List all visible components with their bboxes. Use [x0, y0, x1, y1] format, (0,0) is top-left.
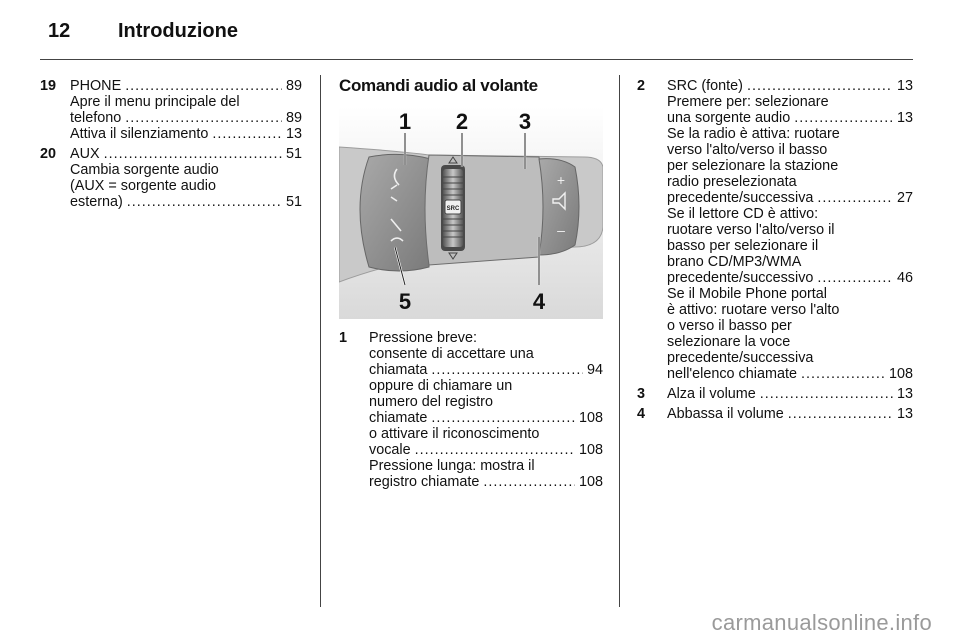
dot-leader: [415, 442, 575, 458]
entry-text: Se il lettore CD è attivo:: [667, 206, 819, 222]
entry-text: per selezionare la stazione: [667, 158, 839, 174]
legend-entry: [40, 78, 302, 142]
section-title: Comandi audio al volante: [339, 76, 538, 95]
column-middle: [339, 330, 603, 490]
entry-line: [667, 206, 913, 222]
entry-line: [667, 366, 913, 382]
entry-text: selezionare la voce: [667, 334, 791, 350]
legend-entry: [637, 386, 913, 402]
entry-text: telefono: [70, 110, 122, 126]
entry-text: Se la radio è attiva: ruotare: [667, 126, 840, 142]
svg-text:–: –: [557, 222, 565, 238]
page-reference[interactable]: 89: [285, 110, 302, 126]
page-reference[interactable]: 27: [896, 190, 913, 206]
entry-text: AUX: [70, 146, 100, 162]
entry-line: [667, 386, 913, 402]
legend-entry: [339, 330, 603, 490]
legend-entry: [40, 146, 302, 210]
entry-line: [70, 162, 302, 178]
entry-line: [70, 78, 302, 94]
entry-text: vocale: [369, 442, 411, 458]
entry-line: [70, 178, 302, 194]
page-header: [0, 0, 960, 60]
entry-line: [369, 474, 603, 490]
callout-4: 4: [532, 289, 546, 314]
dot-leader: [817, 190, 893, 206]
entry-text: Abbassa il volume: [667, 406, 784, 422]
dot-leader: [127, 194, 282, 210]
entry-line: [667, 222, 913, 238]
entry-number: 3: [637, 386, 646, 402]
page-reference[interactable]: 108: [888, 366, 913, 382]
entry-text: Pressione lunga: mostra il: [369, 458, 535, 474]
entry-text: brano CD/MP3/WMA: [667, 254, 802, 270]
entry-line: [667, 254, 913, 270]
entry-text: o attivare il riconoscimento: [369, 426, 540, 442]
page-reference[interactable]: 108: [578, 442, 603, 458]
dot-leader: [788, 406, 893, 422]
dot-leader: [125, 110, 282, 126]
dot-leader: [431, 362, 583, 378]
entry-text: Se il Mobile Phone portal: [667, 286, 827, 302]
entry-text: basso per selezionare il: [667, 238, 819, 254]
page-reference[interactable]: 108: [578, 410, 603, 426]
entry-line: [70, 146, 302, 162]
page-number: 12: [48, 20, 71, 42]
entry-line: [369, 330, 603, 346]
entry-text: precedente/successiva: [667, 190, 814, 206]
entry-text: chiamata: [369, 362, 428, 378]
entry-line: [667, 78, 913, 94]
entry-text: Alza il volume: [667, 386, 756, 402]
svg-text:+: +: [556, 172, 566, 188]
entry-line: [667, 174, 913, 190]
legend-entry: [637, 406, 913, 422]
entry-line: [667, 286, 913, 302]
dot-leader: [483, 474, 575, 490]
entry-line: [70, 126, 302, 142]
column-divider-1: [320, 75, 321, 607]
entry-text: numero del registro: [369, 394, 493, 410]
entry-text: Apre il menu principale del: [70, 94, 240, 110]
dot-leader: [747, 78, 893, 94]
callout-3: 3: [518, 109, 532, 134]
entry-line: [667, 238, 913, 254]
entry-text: Attiva il silenziamento: [70, 126, 209, 142]
page-reference[interactable]: 13: [896, 386, 913, 402]
dot-leader: [431, 410, 575, 426]
entry-line: [369, 394, 603, 410]
entry-line: [70, 94, 302, 110]
page-reference[interactable]: 94: [586, 362, 603, 378]
entry-line: [369, 410, 603, 426]
page-title: Introduzione: [118, 20, 238, 42]
legend-entry: [637, 78, 913, 382]
entry-line: [369, 458, 603, 474]
entry-text: nell'elenco chiamate: [667, 366, 797, 382]
header-rule: [40, 59, 913, 60]
entry-text: Cambia sorgente audio: [70, 162, 219, 178]
dot-leader: [760, 386, 893, 402]
entry-line: [667, 94, 913, 110]
entry-number: 19: [40, 78, 57, 94]
column-left: [40, 78, 302, 210]
page-reference[interactable]: 13: [896, 78, 913, 94]
dot-leader: [104, 146, 282, 162]
entry-text: registro chiamate: [369, 474, 480, 490]
dot-leader: [125, 78, 282, 94]
entry-text: precedente/successiva: [667, 350, 814, 366]
entry-line: [70, 110, 302, 126]
dot-leader: [817, 270, 893, 286]
entry-line: [667, 158, 913, 174]
dot-leader: [794, 110, 893, 126]
entry-text: (AUX = sorgente audio: [70, 178, 216, 194]
column-right: [637, 78, 913, 422]
entry-number: 20: [40, 146, 57, 162]
entry-line: [369, 346, 603, 362]
entry-text: Pressione breve:: [369, 330, 477, 346]
page-reference[interactable]: 46: [896, 270, 913, 286]
page-reference[interactable]: 13: [896, 110, 913, 126]
entry-line: [70, 194, 302, 210]
steering-controls-illustration: [339, 107, 603, 319]
steering-wheel-controls-figure: [339, 107, 603, 319]
entry-line: [369, 378, 603, 394]
page-reference[interactable]: 51: [285, 194, 302, 210]
entry-number: 1: [339, 330, 348, 346]
entry-number: 4: [637, 406, 646, 422]
entry-text: PHONE: [70, 78, 122, 94]
entry-text: oppure di chiamare un: [369, 378, 513, 394]
entry-text: è attivo: ruotare verso l'alto: [667, 302, 840, 318]
page-reference[interactable]: 108: [578, 474, 603, 490]
page-reference[interactable]: 13: [896, 406, 913, 422]
entry-text: chiamate: [369, 410, 428, 426]
entry-line: [667, 190, 913, 206]
entry-number: 2: [637, 78, 646, 94]
entry-line: [369, 362, 603, 378]
entry-line: [369, 426, 603, 442]
page-reference[interactable]: 51: [285, 146, 302, 162]
entry-text: radio preselezionata: [667, 174, 797, 190]
column-divider-2: [619, 75, 620, 607]
entry-text: ruotare verso l'alto/verso il: [667, 222, 835, 238]
entry-text: verso l'alto/verso il basso: [667, 142, 828, 158]
src-label: SRC: [446, 206, 460, 212]
page-reference[interactable]: 89: [285, 78, 302, 94]
entry-line: [667, 270, 913, 286]
dot-leader: [801, 366, 885, 382]
entry-line: [369, 442, 603, 458]
watermark: carmanualsonline.info: [711, 610, 932, 635]
dot-leader: [212, 126, 282, 142]
entry-line: [667, 302, 913, 318]
entry-text: una sorgente audio: [667, 110, 791, 126]
entry-text: esterna): [70, 194, 123, 210]
entry-line: [667, 142, 913, 158]
callout-1: 1: [398, 109, 412, 134]
entry-line: [667, 318, 913, 334]
entry-line: [667, 334, 913, 350]
entry-line: [667, 126, 913, 142]
callout-5: 5: [398, 289, 412, 314]
entry-text: consente di accettare una: [369, 346, 534, 362]
entry-text: SRC (fonte): [667, 78, 743, 94]
entry-line: [667, 110, 913, 126]
entry-text: o verso il basso per: [667, 318, 792, 334]
callout-2: 2: [455, 109, 469, 134]
entry-line: [667, 406, 913, 422]
entry-line: [667, 350, 913, 366]
entry-text: precedente/successivo: [667, 270, 814, 286]
entry-text: Premere per: selezionare: [667, 94, 829, 110]
page-reference[interactable]: 13: [285, 126, 302, 142]
